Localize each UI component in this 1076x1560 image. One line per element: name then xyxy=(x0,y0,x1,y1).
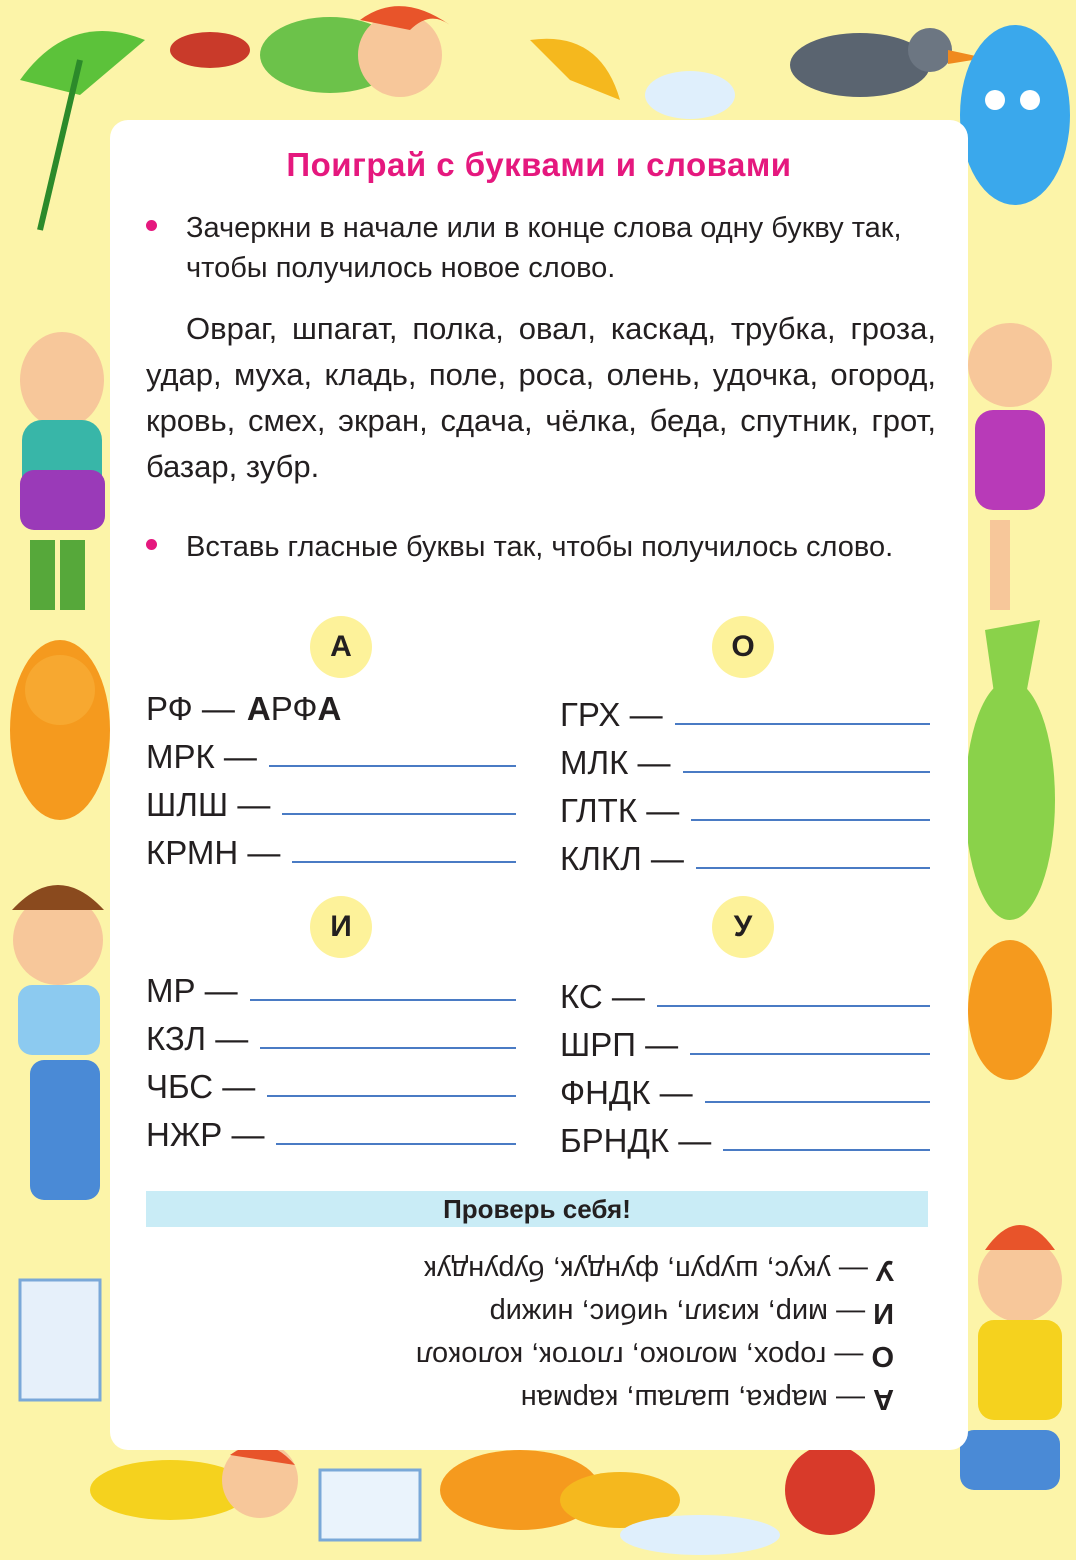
consonant-word: ЧБС — xyxy=(146,1068,256,1105)
bullet-icon xyxy=(146,539,157,550)
list-item xyxy=(560,686,930,734)
list-item xyxy=(560,734,930,782)
answer-line[interactable] xyxy=(696,867,930,869)
list-item xyxy=(146,680,516,728)
letter-circle-u: У xyxy=(712,896,774,958)
task1-instruction: Зачеркни в начале или в конце слова одну букву так, чтобы получилось новое слово. xyxy=(186,212,902,284)
list-item xyxy=(146,962,516,1010)
consonant-word: БРНДК — xyxy=(560,1122,712,1159)
task2-instruction: Вставь гласные буквы так, чтобы получилось слово. xyxy=(186,531,894,563)
answer-row-i: И — мир, кизил, чибис, нижир xyxy=(489,1297,894,1329)
consonant-word: МР — xyxy=(146,972,238,1009)
list-item xyxy=(146,1106,516,1154)
consonant-word: ГРХ — xyxy=(560,696,663,733)
consonant-word: ФНДК — xyxy=(560,1074,693,1111)
consonant-word: КС — xyxy=(560,978,645,1015)
consonant-word: ШРП — xyxy=(560,1026,679,1063)
consonant-word: КРМН — xyxy=(146,834,281,871)
consonant-word: РФ — xyxy=(146,690,235,727)
consonant-word: НЖР — xyxy=(146,1116,265,1153)
answer-line[interactable] xyxy=(282,813,516,815)
list-item xyxy=(146,776,516,824)
answer-line[interactable] xyxy=(683,771,930,773)
consonant-word: ШЛШ — xyxy=(146,786,271,823)
consonant-word: КЗЛ — xyxy=(146,1020,249,1057)
consonant-word: МРК — xyxy=(146,738,257,775)
answer-line[interactable] xyxy=(691,819,930,821)
consonant-word: МЛК — xyxy=(560,744,671,781)
answer-row-a: А — марка, шалаш, карман xyxy=(520,1383,894,1415)
task1-word-list: Овраг, шпагат, полка, овал, каскад, трубка, гроза, удар, муха, кладь, поле, роса, олень, удочка, огород, кровь, смех, экран, сдача, чёлка, беда, спутник, грот, базар, зубр. xyxy=(146,311,936,484)
letter-circle-a: А xyxy=(310,616,372,678)
answer-line[interactable] xyxy=(276,1143,516,1145)
answer-line[interactable] xyxy=(723,1149,930,1151)
list-item xyxy=(560,830,930,878)
answer-line[interactable] xyxy=(250,999,516,1001)
list-item xyxy=(146,1010,516,1058)
answer-row-u: У — укус, шуруп, фундук, бурундук xyxy=(424,1254,894,1286)
answer-line[interactable] xyxy=(292,861,516,863)
group-o-list xyxy=(560,686,930,878)
answer-line[interactable] xyxy=(705,1101,930,1103)
list-item xyxy=(146,728,516,776)
example-answer: АРФА xyxy=(246,690,342,727)
task2-instruction-row xyxy=(146,527,936,567)
group-i-list xyxy=(146,962,516,1154)
letter-circle-o: О xyxy=(712,616,774,678)
list-item xyxy=(146,1058,516,1106)
group-u-list xyxy=(560,968,930,1160)
answer-line[interactable] xyxy=(675,723,930,725)
answer-line[interactable] xyxy=(269,765,516,767)
page-title: Поиграй с буквами и словами xyxy=(286,146,792,183)
consonant-word: КЛКЛ — xyxy=(560,840,684,877)
letter-circle-i: И xyxy=(310,896,372,958)
list-item xyxy=(146,824,516,872)
check-yourself-heading: Проверь себя! xyxy=(146,1191,928,1227)
list-item xyxy=(560,1112,930,1160)
list-item xyxy=(560,1064,930,1112)
answer-line[interactable] xyxy=(690,1053,930,1055)
answer-line[interactable] xyxy=(267,1095,516,1097)
bullet-icon xyxy=(146,220,157,231)
group-a-list xyxy=(146,680,516,872)
answer-line[interactable] xyxy=(657,1005,930,1007)
list-item xyxy=(560,782,930,830)
list-item xyxy=(560,1016,930,1064)
task1-instruction-row xyxy=(146,208,936,288)
answer-row-o: О — горох, молоко, глоток, колокол xyxy=(415,1340,894,1372)
consonant-word: ГЛТК — xyxy=(560,792,680,829)
list-item xyxy=(560,968,930,1016)
upside-down-answers xyxy=(146,1248,894,1420)
answer-line[interactable] xyxy=(260,1047,516,1049)
